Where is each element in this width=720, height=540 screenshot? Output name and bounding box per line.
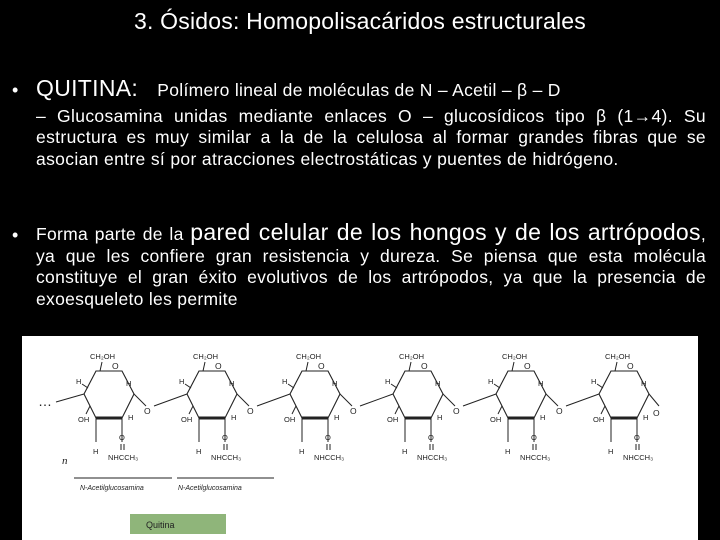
h-label: H <box>76 377 82 386</box>
quitina-description: – Glucosamina unidas mediante enlaces O – glucosídicos tipo β (1→4). Su estructura es muy similar a la de la celulosa al formar grandes fibras que se asocian entre sí por atracciones electrostáticas y puentes de hidrógeno. <box>36 105 706 169</box>
carbonyl-o-label: O <box>531 433 537 442</box>
quitina-first-line: Polímero lineal de moléculas de N – Acetil – β – D <box>157 80 561 100</box>
oh-label: OH <box>284 415 296 424</box>
oh-bond <box>189 406 193 414</box>
carbonyl-o-label: O <box>119 433 125 442</box>
bullet-2: • <box>12 225 19 245</box>
h-label: H <box>231 413 237 422</box>
glycosidic-bond <box>566 394 599 406</box>
polymer-label: Quitina <box>146 520 175 530</box>
h-label: H <box>608 447 614 456</box>
ch2oh-label: CH₂OH <box>90 352 115 361</box>
ch2oh-label: CH₂OH <box>296 352 321 361</box>
h-label: H <box>435 379 441 388</box>
polymer-label-box <box>130 514 226 534</box>
chain-end-bond <box>649 394 659 406</box>
carbonyl-o-label: O <box>428 433 434 442</box>
nhcch3-label: NHCCH₃ <box>314 453 345 462</box>
glycosidic-bond <box>257 394 290 406</box>
h-label: H <box>505 447 511 456</box>
h-label: H <box>643 413 649 422</box>
glycosidic-bond <box>340 394 352 406</box>
glycosidic-oxygen-label: O <box>350 406 357 416</box>
monomer-caption-left: N-Acetilglucosamina <box>80 485 144 492</box>
oh-bond <box>601 406 605 414</box>
ch2oh-bond <box>306 362 308 371</box>
glycosidic-bond <box>443 394 455 406</box>
h-label: H <box>332 379 338 388</box>
chain-end-oxygen: O <box>653 408 660 418</box>
glycosidic-bond <box>154 394 187 406</box>
h-bond <box>288 384 294 388</box>
nhcch3-label: NHCCH₃ <box>520 453 551 462</box>
ch2oh-bond <box>203 362 205 371</box>
glycosidic-oxygen-label: O <box>144 406 151 416</box>
carbonyl-o-label: O <box>325 433 331 442</box>
h-label: H <box>299 447 305 456</box>
glycosidic-oxygen-label: O <box>247 406 254 416</box>
h-label: H <box>179 377 185 386</box>
oh-bond <box>86 406 90 414</box>
h-label: H <box>334 413 340 422</box>
oh-label: OH <box>490 415 502 424</box>
function-highlight: pared celular de los hongos y de los artrópodos <box>190 222 701 245</box>
oh-label: OH <box>181 415 193 424</box>
chain-start-dots: … <box>38 393 52 409</box>
ch2oh-bond <box>409 362 411 371</box>
h-bond <box>494 384 500 388</box>
glycosidic-oxygen-label: O <box>453 406 460 416</box>
h-label: H <box>282 377 288 386</box>
h-label: H <box>196 447 202 456</box>
oh-bond <box>292 406 296 414</box>
h-label: H <box>437 413 443 422</box>
h-label: H <box>402 447 408 456</box>
monomer-caption-right: N-Acetilglucosamina <box>178 485 242 492</box>
ring-oxygen-label: O <box>215 361 222 371</box>
h-label: H <box>229 379 235 388</box>
function-start: Forma parte de la <box>36 224 184 244</box>
nhcch3-label: NHCCH₃ <box>211 453 242 462</box>
oh-label: OH <box>387 415 399 424</box>
ch2oh-label: CH₂OH <box>193 352 218 361</box>
chain-start-bond <box>56 394 84 402</box>
slide-title: 3. Ósidos: Homopolisacáridos estructurales <box>134 8 586 34</box>
h-label: H <box>93 447 99 456</box>
h-label: H <box>128 413 134 422</box>
ring-oxygen-label: O <box>421 361 428 371</box>
h-bond <box>391 384 397 388</box>
h-label: H <box>540 413 546 422</box>
nhcch3-label: NHCCH₃ <box>108 453 139 462</box>
oh-label: OH <box>78 415 90 424</box>
h-bond <box>597 384 603 388</box>
ch2oh-label: CH₂OH <box>399 352 424 361</box>
oh-bond <box>498 406 502 414</box>
h-label: H <box>538 379 544 388</box>
ch2oh-label: CH₂OH <box>605 352 630 361</box>
ring-oxygen-label: O <box>524 361 531 371</box>
ring-oxygen-label: O <box>318 361 325 371</box>
ch2oh-bond <box>100 362 102 371</box>
ch2oh-bond <box>512 362 514 371</box>
carbonyl-o-label: O <box>222 433 228 442</box>
nhcch3-label: NHCCH₃ <box>623 453 654 462</box>
paragraph-quitina <box>36 75 706 170</box>
ring-oxygen-label: O <box>627 361 634 371</box>
h-label: H <box>488 377 494 386</box>
function-rest: , ya que les confiere gran resistencia y dureza. Se piensa que esta molécula constituye el gran éxito evolutivos de los artrópodos, ya que la presencia de exoesqueleto les permite <box>36 224 706 309</box>
chitin-structure-diagram <box>22 336 698 540</box>
ring-oxygen-label: O <box>112 361 119 371</box>
glycosidic-bond <box>546 394 558 406</box>
glycosidic-bond <box>237 394 249 406</box>
h-bond <box>82 384 88 388</box>
h-label: H <box>126 379 132 388</box>
glycosidic-bond <box>134 394 146 406</box>
ch2oh-label: CH₂OH <box>502 352 527 361</box>
glycosidic-bond <box>360 394 393 406</box>
h-label: H <box>591 377 597 386</box>
h-bond <box>185 384 191 388</box>
h-label: H <box>641 379 647 388</box>
glycosidic-bond <box>463 394 496 406</box>
oh-bond <box>395 406 399 414</box>
repeat-n-label: n <box>62 455 68 467</box>
glycosidic-oxygen-label: O <box>556 406 563 416</box>
carbonyl-o-label: O <box>634 433 640 442</box>
quitina-heading: QUITINA: <box>36 75 139 101</box>
oh-label: OH <box>593 415 605 424</box>
chitin-structure-figure <box>22 336 698 540</box>
bullet-1: • <box>12 80 19 100</box>
paragraph-function <box>36 222 706 330</box>
ch2oh-bond <box>615 362 617 371</box>
nhcch3-label: NHCCH₃ <box>417 453 448 462</box>
h-label: H <box>385 377 391 386</box>
